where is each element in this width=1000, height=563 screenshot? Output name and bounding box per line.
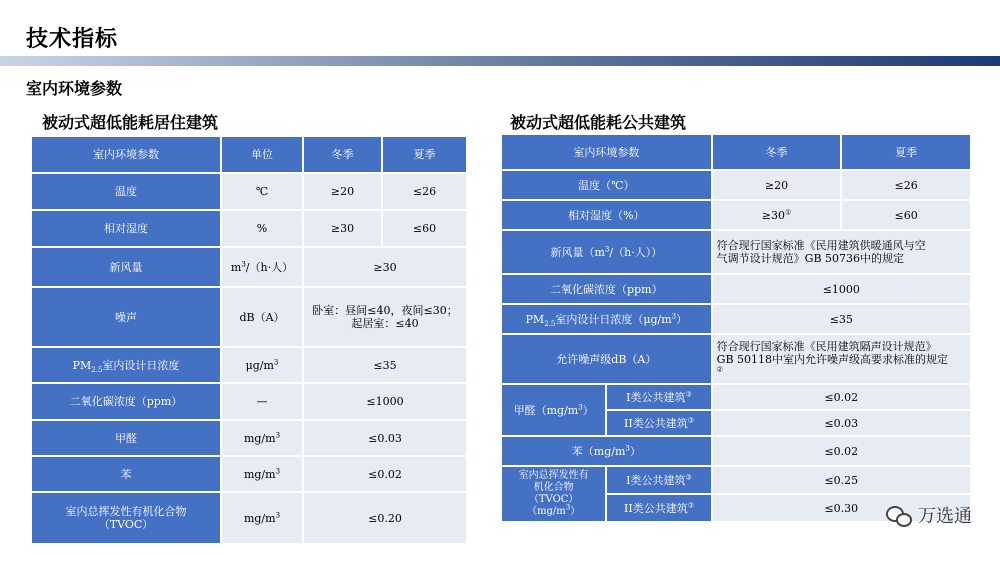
row-value: 符合现行国家标准《民用建筑供暖通风与空 气调节设计规范》GB 50736中的规定 [713,231,970,273]
row-value: 符合现行国家标准《民用建筑隔声设计规范》 GB 50118中室内允许噪声级高要求标准的规定 ② [713,335,970,383]
row-value: ≥30 [304,248,466,286]
row-label: 室内总挥发性有 机化合物 （TVOC） $(mg/m^3)$ [502,467,605,521]
row-unit: $mg/m^3$ [222,493,302,543]
wechat-icon [886,504,912,526]
row-label: 允许噪声级dB（A） [502,335,711,383]
header-winter: 冬季 [713,135,841,169]
row-label: 甲醛$(mg/m^3)$ [502,385,605,435]
public-row-fresh-air [502,231,970,273]
header-summer: 夏季 [842,135,970,169]
public-caption: 被动式超低能耗公共建筑 [510,113,687,132]
row-winter: ≥30① [713,201,841,229]
residential-row-pm25 [32,348,466,382]
public-header-row [502,135,970,169]
row-unit: $mg/m^3$ [222,421,302,455]
residential-header-row [32,137,466,172]
page-title: 技术指标 [26,27,119,52]
public-row-noise [502,335,970,383]
row-winter: ≥30 [304,211,381,246]
residential-row-humidity [32,211,466,246]
row-label: 二氧化碳浓度（ppm） [502,275,711,303]
residential-row-co2 [32,384,466,419]
row-label: 室内总挥发性有机化合物 （TVOC） [32,493,220,543]
row-summer: ≤26 [383,174,466,209]
row-label: 苯$(mg/m^3)$ [502,437,711,465]
section-title: 室内环境参数 [26,79,123,98]
row-label: $PM_{2.5}$室内设计日浓度$(\mu g/m^3)$ [502,305,711,333]
row-label: 噪声 [32,288,220,346]
public-row-formaldehyde-1 [502,385,970,409]
row-value: ≤35 [713,305,970,333]
row-value: ≤35 [304,348,466,382]
row-sublabel: II类公共建筑③ [607,495,710,521]
row-unit: dB（A） [222,288,302,346]
public-row-humidity [502,201,970,229]
public-row-temp [502,171,970,199]
row-label: $PM_{2.5}$室内设计日浓度 [32,348,220,382]
watermark [886,502,972,528]
row-unit: — [222,384,302,419]
header-unit: 单位 [222,137,302,172]
residential-row-temp [32,174,466,209]
row-value: 卧室：昼间≤40，夜间≤30； 起居室：≤40 [304,288,466,346]
watermark-text: 万选通 [918,506,972,527]
row-unit: $m^3/(h\cdot$人） [222,248,302,286]
row-unit: $\mu g/m^3$ [222,348,302,382]
residential-row-noise [32,288,466,346]
row-value: ≤0.03 [713,411,970,435]
header-summer: 夏季 [383,137,466,172]
row-winter: ≥20 [713,171,841,199]
row-unit: $mg/m^3$ [222,457,302,491]
public-row-benzene [502,437,970,465]
row-value: ≤0.20 [304,493,466,543]
row-label: 甲醛 [32,421,220,455]
row-label: 新风量（$m^3/(h\cdot$人）） [502,231,711,273]
public-row-pm25 [502,305,970,333]
public-row-tvoc-1 [502,467,970,493]
title-underline [0,56,1000,66]
public-row-co2 [502,275,970,303]
public-table [500,133,972,523]
row-label: 相对湿度 [32,211,220,246]
row-label: 苯 [32,457,220,491]
row-value: ≤0.25 [713,467,970,493]
residential-caption: 被动式超低能耗居住建筑 [42,113,219,132]
row-unit: ℃ [222,174,302,209]
residential-row-tvoc [32,493,466,543]
row-winter: ≥20 [304,174,381,209]
residential-row-formaldehyde [32,421,466,455]
row-value: ≤1000 [304,384,466,419]
row-unit: % [222,211,302,246]
row-sublabel: I类公共建筑③ [607,467,710,493]
residential-row-fresh-air [32,248,466,286]
row-summer: ≤60 [383,211,466,246]
residential-row-benzene [32,457,466,491]
row-value: ≤0.02 [713,437,970,465]
row-summer: ≤26 [842,171,970,199]
row-value: ≤0.02 [713,385,970,409]
row-value: ≤1000 [713,275,970,303]
row-label: 温度 [32,174,220,209]
residential-table [30,135,468,545]
row-label: 温度（℃） [502,171,711,199]
row-value: ≤0.30 [713,495,970,521]
header-param: 室内环境参数 [32,137,220,172]
row-summer: ≤60 [842,201,970,229]
header-param: 室内环境参数 [502,135,711,169]
header-winter: 冬季 [304,137,381,172]
row-sublabel: II类公共建筑③ [607,411,710,435]
row-label: 二氧化碳浓度（ppm） [32,384,220,419]
row-value: ≤0.03 [304,421,466,455]
row-label: 新风量 [32,248,220,286]
row-sublabel: I类公共建筑③ [607,385,710,409]
row-value: ≤0.02 [304,457,466,491]
row-label: 相对湿度（%） [502,201,711,229]
